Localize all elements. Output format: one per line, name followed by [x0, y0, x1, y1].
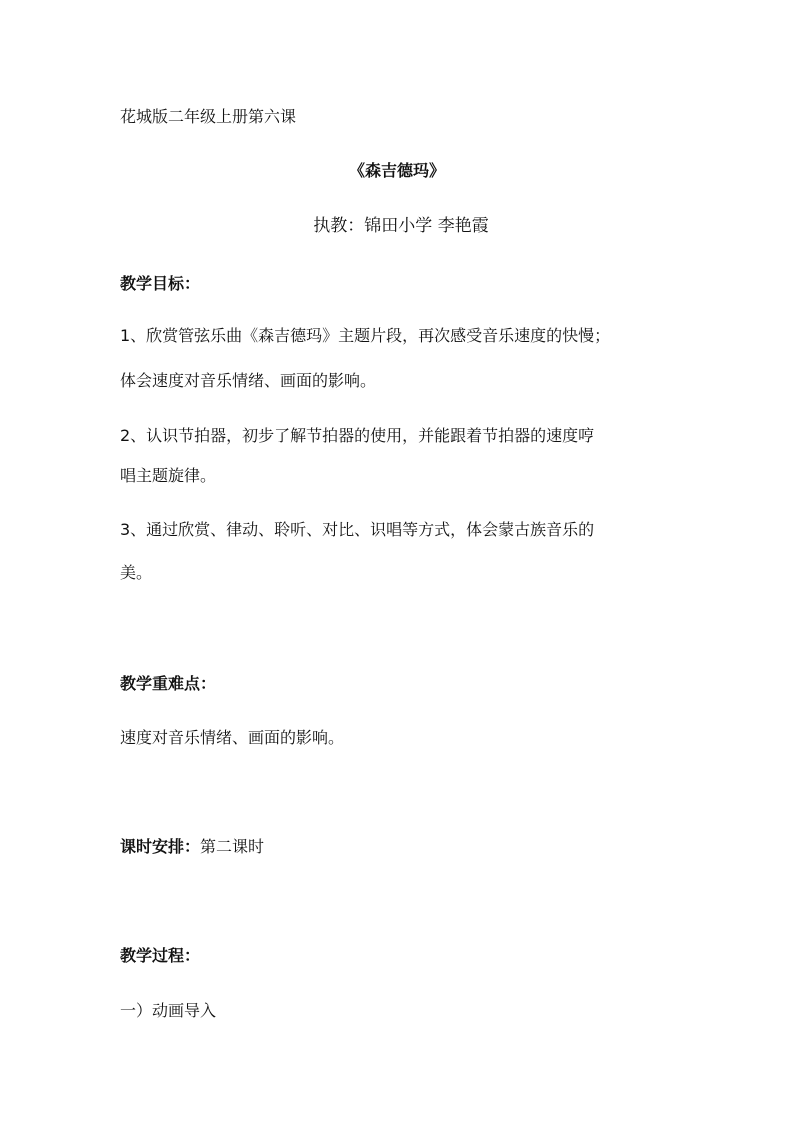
key-points-heading: 教学重难点： — [120, 674, 217, 693]
schedule-line — [120, 836, 264, 858]
key-points-text: 速度对音乐情绪、画面的影响。 — [120, 728, 345, 747]
objective-3-line-2: 美。 — [120, 563, 153, 582]
objective-2-line-2: 唱主题旋律。 — [120, 466, 217, 485]
schedule-heading: 课时安排： — [120, 837, 201, 856]
teacher-info: 执教：锦田小学 李艳霞 — [313, 216, 489, 236]
objectives-heading: 教学目标： — [120, 274, 201, 293]
objective-2-line-1: 2、认识节拍器，初步了解节拍器的使用，并能跟着节拍器的速度哼 — [120, 426, 595, 445]
course-info: 花城版二年级上册第六课 — [120, 107, 297, 126]
objective-1-line-1: 1、欣赏管弦乐曲《森吉德玛》主题片段，再次感受音乐速度的快慢； — [120, 326, 611, 345]
process-step-1: 一）动画导入 — [120, 1001, 217, 1020]
lesson-title: 《森吉德玛》 — [348, 161, 445, 180]
objective-1-line-2: 体会速度对音乐情绪、画面的影响。 — [120, 371, 377, 390]
schedule-value: 第二课时 — [200, 837, 265, 856]
process-heading: 教学过程： — [120, 946, 201, 965]
objective-3-line-1: 3、通过欣赏、律动、聆听、对比、识唱等方式，体会蒙古族音乐的 — [120, 520, 595, 539]
